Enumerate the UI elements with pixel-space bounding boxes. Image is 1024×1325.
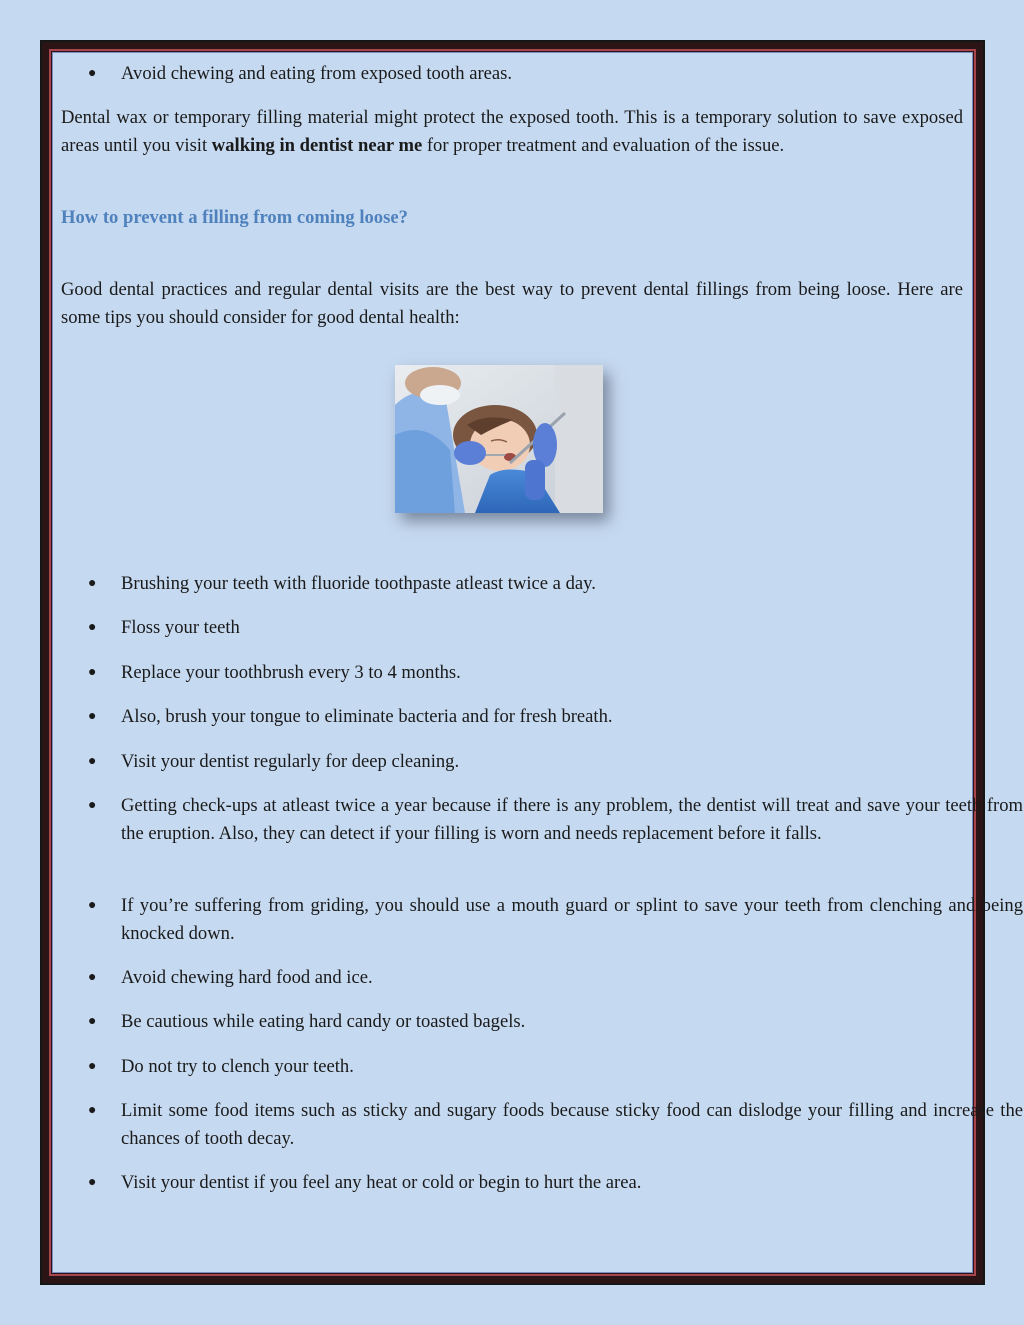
list-item <box>61 1097 1023 1152</box>
dentist-keyword-link[interactable]: walking in dentist near me <box>211 134 423 156</box>
list-item <box>61 792 1023 847</box>
list-item <box>61 703 1023 731</box>
list-item-text: Getting check-ups at atleast twice a year because if there is any problem, the dentist will treat and save your teeth from the eruption. Also, they can detect if your filling is worn and needs replacement before it falls. <box>121 795 1023 844</box>
list-item-text: Be cautious while eating hard candy or toasted bagels. <box>121 1011 526 1032</box>
bullet-icon: ● <box>88 1014 97 1029</box>
bullet-icon: ● <box>88 898 97 913</box>
list-item-text: Limit some food items such as sticky and sugary foods because sticky food can dislodge your filling and increase the chances of tooth decay. <box>121 1100 1023 1149</box>
list-item <box>61 659 1023 687</box>
list-item-text: Avoid chewing and eating from exposed tooth areas. <box>121 63 513 84</box>
bullet-icon: ● <box>88 66 97 81</box>
bullet-icon: ● <box>88 798 97 813</box>
list-item-text: Do not try to clench your teeth. <box>121 1056 354 1077</box>
list-item-text: Visit your dentist regularly for deep cleaning. <box>121 751 460 772</box>
list-item <box>61 570 1023 598</box>
paragraph-dental-wax <box>61 104 963 159</box>
list-item <box>61 748 1023 776</box>
bullet-icon: ● <box>88 665 97 680</box>
dentist-patient-image <box>395 365 603 513</box>
bullet-icon: ● <box>88 1059 97 1074</box>
list-item <box>61 60 963 88</box>
list-item-text: Brushing your teeth with fluoride toothpaste atleast twice a day. <box>121 573 596 594</box>
list-item-text: Avoid chewing hard food and ice. <box>121 967 373 988</box>
list-item-text: If you’re suffering from griding, you should use a mouth guard or splint to save your teeth from clenching and being knocked down. <box>121 895 1023 944</box>
bullet-icon: ● <box>88 709 97 724</box>
paragraph-text: for proper treatment and evaluation of the issue. <box>422 134 785 156</box>
list-item-text: Replace your toothbrush every 3 to 4 months. <box>121 662 461 683</box>
dental-exam-photo <box>395 365 603 513</box>
paragraph-text: Dental wax or temporary filling material might protect the exposed tooth. This is a temporary solution to save exposed areas until you visit <box>61 107 963 156</box>
bullet-icon: ● <box>88 620 97 635</box>
section-heading: How to prevent a filling from coming loose? <box>61 207 408 228</box>
list-item <box>61 1169 1023 1197</box>
list-item-text: Visit your dentist if you feel any heat or cold or begin to hurt the area. <box>121 1172 642 1193</box>
list-item <box>61 964 1023 992</box>
list-item-text: Also, brush your tongue to eliminate bacteria and for fresh breath. <box>121 706 613 727</box>
paragraph-intro-tips: Good dental practices and regular dental visits are the best way to prevent dental fillings from being loose. Here are some tips you should consider for good dental health: <box>61 279 963 328</box>
bullet-icon: ● <box>88 1103 97 1118</box>
list-item <box>61 892 1023 947</box>
list-item <box>61 614 1023 642</box>
bullet-icon: ● <box>88 576 97 591</box>
list-item <box>61 1008 1023 1036</box>
list-item-text: Floss your teeth <box>121 617 240 638</box>
list-item <box>61 1053 1023 1081</box>
bullet-icon: ● <box>88 1175 97 1190</box>
bullet-icon: ● <box>88 754 97 769</box>
bullet-icon: ● <box>88 970 97 985</box>
